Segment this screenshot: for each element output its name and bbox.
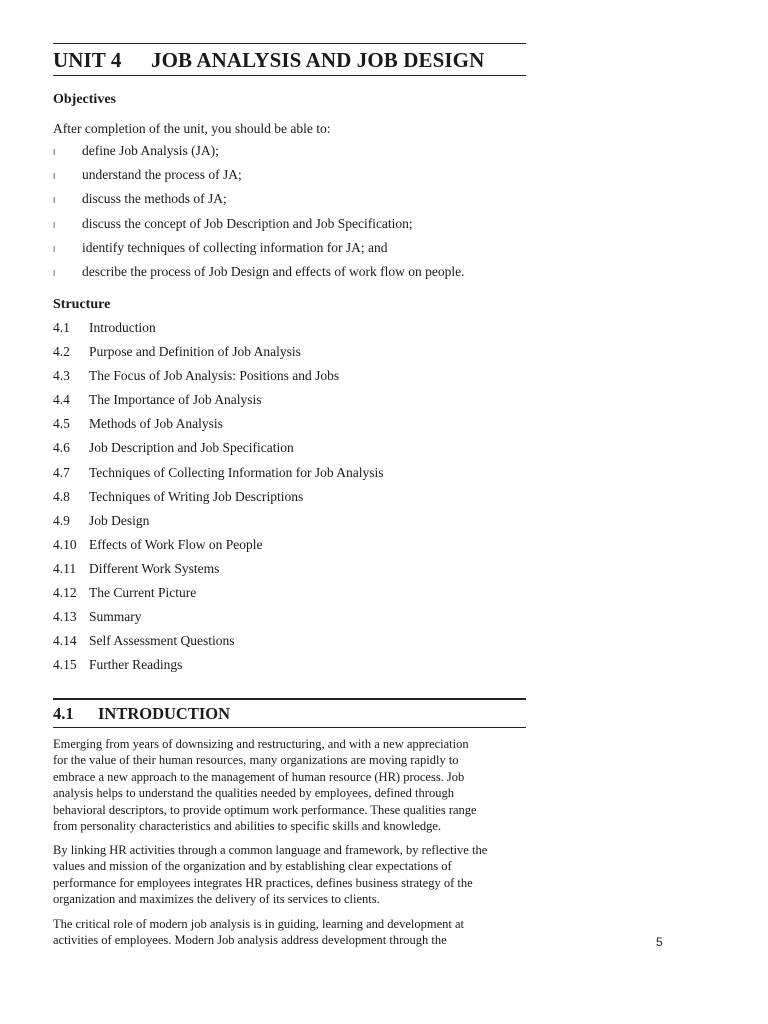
section-number: 4.1 xyxy=(53,704,74,723)
structure-title: Job Design xyxy=(89,512,150,528)
structure-title: The Importance of Job Analysis xyxy=(89,392,262,408)
structure-heading: Structure xyxy=(53,297,111,312)
objective-text: discuss the methods of JA; xyxy=(82,191,227,207)
structure-item xyxy=(53,537,526,561)
paragraph-line: performance for employees integrates HR practices, defines business strategy of the xyxy=(53,875,473,890)
unit-title-text: JOB ANALYSIS AND JOB DESIGN xyxy=(151,48,485,72)
structure-number: 4.1 xyxy=(53,320,70,335)
structure-title: Purpose and Definition of Job Analysis xyxy=(89,344,301,360)
objective-text: define Job Analysis (JA); xyxy=(82,143,219,158)
bullet-icon: l xyxy=(53,220,56,230)
paragraph-line: for the value of their human resources, many organizations are moving rapidly to xyxy=(53,753,459,768)
structure-number: 4.9 xyxy=(53,512,70,528)
structure-title: Introduction xyxy=(89,320,156,335)
structure-number: 4.11 xyxy=(53,560,77,576)
structure-item xyxy=(53,513,526,537)
structure-number: 4.12 xyxy=(53,585,77,601)
structure-item xyxy=(53,465,526,489)
paragraph-3 xyxy=(53,916,526,949)
bullet-icon: l xyxy=(53,148,56,157)
structure-item xyxy=(53,416,526,440)
structure-title: Job Description and Job Specification xyxy=(89,440,294,456)
structure-item xyxy=(53,561,526,585)
paragraph-line: behavioral descriptors, to provide optimum work performance. These qualities range xyxy=(53,802,477,817)
unit-title xyxy=(53,48,484,73)
structure-title: The Focus of Job Analysis: Positions and Jobs xyxy=(89,368,340,384)
structure-title: Further Readings xyxy=(89,657,183,673)
structure-number: 4.15 xyxy=(53,657,77,673)
paragraph-line: activities of employees. Modern Job analysis address development through the xyxy=(53,933,447,948)
unit-header xyxy=(53,43,526,76)
section-title xyxy=(53,704,230,724)
objective-text: describe the process of Job Design and effects of work flow on people. xyxy=(82,263,465,279)
structure-title: Summary xyxy=(89,609,142,625)
structure-title: Techniques of Collecting Information for Job Analysis xyxy=(89,464,384,480)
structure-item xyxy=(53,440,526,464)
structure-number: 4.5 xyxy=(53,416,70,432)
objective-item xyxy=(53,240,526,264)
paragraph-2 xyxy=(53,842,526,908)
structure-number: 4.14 xyxy=(53,633,77,649)
section-header xyxy=(53,698,526,728)
objective-item xyxy=(53,143,526,167)
paragraph-line: The critical role of modern job analysis is in guiding, learning and development at xyxy=(53,917,464,931)
structure-number: 4.8 xyxy=(53,488,70,504)
structure-number: 4.4 xyxy=(53,392,70,408)
objective-item xyxy=(53,191,526,215)
structure-number: 4.6 xyxy=(53,440,70,456)
objectives-list xyxy=(53,143,526,288)
objective-item xyxy=(53,216,526,240)
structure-number: 4.3 xyxy=(53,368,70,384)
structure-number: 4.7 xyxy=(53,464,70,480)
objective-text: understand the process of JA; xyxy=(82,167,242,183)
paragraph-line: embrace a new approach to the management of human resource (HR) process. Job xyxy=(53,769,465,784)
structure-item xyxy=(53,585,526,609)
objectives-intro: After completion of the unit, you should be able to: xyxy=(53,121,331,136)
paragraph-1 xyxy=(53,736,526,834)
structure-item xyxy=(53,609,526,633)
structure-item xyxy=(53,633,526,657)
structure-item xyxy=(53,368,526,392)
structure-title: Methods of Job Analysis xyxy=(89,416,223,432)
structure-title: Techniques of Writing Job Descriptions xyxy=(89,488,304,504)
structure-title: Different Work Systems xyxy=(89,560,220,576)
objective-item xyxy=(53,264,526,288)
paragraph-line: By linking HR activities through a common language and framework, by reflective the xyxy=(53,843,488,857)
objective-item xyxy=(53,167,526,191)
structure-number: 4.10 xyxy=(53,536,77,552)
paragraph-line: Emerging from years of downsizing and restructuring, and with a new appreciation xyxy=(53,737,469,751)
structure-title: Self Assessment Questions xyxy=(89,633,235,649)
unit-number: UNIT 4 xyxy=(53,48,122,72)
objective-text: identify techniques of collecting information for JA; and xyxy=(82,239,388,255)
structure-item xyxy=(53,392,526,416)
structure-item xyxy=(53,344,526,368)
page-number: 5 xyxy=(656,935,663,949)
bullet-icon: l xyxy=(53,244,56,254)
structure-number: 4.2 xyxy=(53,344,70,360)
structure-title: The Current Picture xyxy=(89,585,197,601)
paragraph-line: from personality characteristics and abilities to specific skills and knowledge. xyxy=(53,819,442,834)
objective-text: discuss the concept of Job Description and Job Specification; xyxy=(82,215,413,231)
structure-item xyxy=(53,489,526,513)
structure-title: Effects of Work Flow on People xyxy=(89,536,263,552)
structure-list xyxy=(53,320,526,681)
paragraph-line: analysis helps to understand the qualities needed by employees, defined through xyxy=(53,786,454,801)
section-title-text: INTRODUCTION xyxy=(98,704,231,723)
paragraph-line: organization and maximizes the delivery of its services to clients. xyxy=(53,892,380,907)
bullet-icon: l xyxy=(53,172,56,182)
structure-item xyxy=(53,320,526,344)
bullet-icon: l xyxy=(53,196,56,206)
structure-number: 4.13 xyxy=(53,609,77,625)
bullet-icon: l xyxy=(53,268,56,278)
objectives-heading: Objectives xyxy=(53,92,116,107)
paragraph-line: values and mission of the organization and by establishing clear expectations of xyxy=(53,859,452,874)
structure-item xyxy=(53,657,526,681)
